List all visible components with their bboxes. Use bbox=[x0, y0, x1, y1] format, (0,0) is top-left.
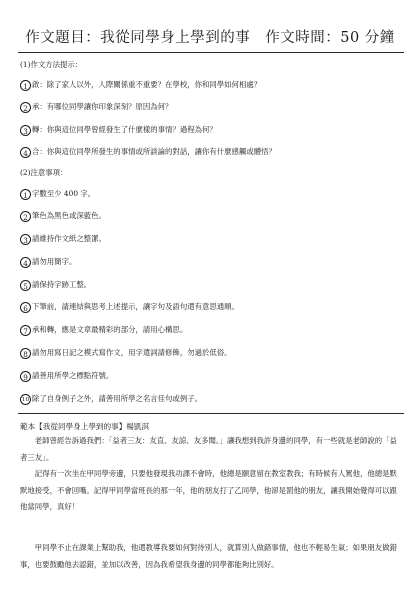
note-item bbox=[20, 210, 106, 222]
circled-number: 2 bbox=[20, 102, 31, 113]
note-text: 筆色為黑色或深藍色。 bbox=[32, 211, 106, 220]
example-paragraph: 記得有一次坐在甲同學旁邊，只要他發現我功課不會時，他總是願意留在教室教我；有時候有人罵他，他總是默默地接受，不會回嘴。記得甲同學當班長的那一年，他的朋友打了乙同學，他卻是罰他的朋友，讓我開始覺得可以跟他當同學，真好！ bbox=[20, 469, 397, 511]
circled-number: 5 bbox=[20, 280, 31, 291]
circled-number: 4 bbox=[20, 257, 31, 268]
title-divider bbox=[18, 52, 404, 53]
hint-text: 承：有哪位同學讓你印象深刻？原因為何？ bbox=[32, 102, 173, 111]
note-item bbox=[20, 347, 232, 359]
note-item bbox=[20, 393, 202, 405]
circled-number: 4 bbox=[20, 147, 31, 158]
note-text: 請保持字跡工整。 bbox=[32, 280, 92, 289]
circled-number: 1 bbox=[20, 80, 31, 91]
circled-number: 3 bbox=[20, 234, 31, 245]
note-text: 請善用所學之標點符號。 bbox=[32, 371, 114, 380]
section1-heading: (1)作文方法提示： bbox=[20, 60, 83, 69]
note-item bbox=[20, 188, 95, 200]
section2-heading: (2)注意事項： bbox=[20, 168, 68, 177]
circled-number: 3 bbox=[20, 125, 31, 136]
note-text: 承和轉，應是文章最精彩的部分，請用心構思。 bbox=[32, 325, 188, 334]
note-text: 請勿用簡字。 bbox=[32, 257, 77, 266]
hint-text: 轉：你與這位同學曾經發生了什麼樣的事情？過程為何？ bbox=[32, 125, 217, 134]
note-text: 除了自身例子之外，請善用所學之名言佳句或例子。 bbox=[32, 394, 202, 403]
hint-text: 啟：除了家人以外，人際關係重不重要？在學校，你和同學如何相處？ bbox=[32, 80, 262, 89]
hint-item bbox=[20, 146, 276, 158]
example-paragraph: 甲同學不止在課業上幫助我，他還教導我要如何對待別人，就算別人做錯事情，他也不輕易生氣；如果朋友做錯事，也要鼓勵他去認錯，並加以改善，因為我希望我身邊的同學都能夠比別好。 bbox=[20, 543, 397, 569]
hint-item bbox=[20, 79, 261, 91]
circled-number: 9 bbox=[20, 371, 31, 382]
hint-item bbox=[20, 101, 172, 113]
note-item bbox=[20, 301, 239, 313]
document-title: 作文題目：我從同學身上學到的事 作文時間：50 分鐘 bbox=[25, 30, 395, 46]
example-title: 範本【我從同學身上學到的事】楊凱淇 bbox=[20, 422, 150, 431]
hint-text: 合：你與這位同學所發生的事情或所談論的對話，讓你有什麼感觸或體悟？ bbox=[32, 147, 276, 156]
note-text: 下筆前，請連結與思考上述提示，讓字句及語句還有意思通順。 bbox=[32, 302, 239, 311]
circled-number: 7 bbox=[20, 325, 31, 336]
note-item bbox=[20, 233, 106, 245]
note-text: 請勿用寫日記之模式寫作文，用字遣詞請修飾，勿過於低俗。 bbox=[32, 348, 232, 357]
note-item bbox=[20, 324, 187, 336]
example-paragraph: 老師曾經告訴過我們：「益者三友：友直、友諒、友多聞。」讓我想到我許身邊的同學，有一些就是老師說的「益者三友」。 bbox=[20, 436, 397, 462]
circled-number: 8 bbox=[20, 348, 31, 359]
note-text: 請維持作文紙之整潔。 bbox=[32, 234, 106, 243]
note-text: 字數至少 400 字。 bbox=[32, 189, 96, 198]
note-item bbox=[20, 256, 76, 268]
hint-item bbox=[20, 124, 217, 136]
circled-number: 10 bbox=[20, 394, 31, 405]
example-divider bbox=[18, 413, 404, 414]
note-item bbox=[20, 279, 91, 291]
circled-number: 6 bbox=[20, 302, 31, 313]
circled-number: 2 bbox=[20, 211, 31, 222]
note-item bbox=[20, 370, 113, 382]
circled-number: 1 bbox=[20, 189, 31, 200]
